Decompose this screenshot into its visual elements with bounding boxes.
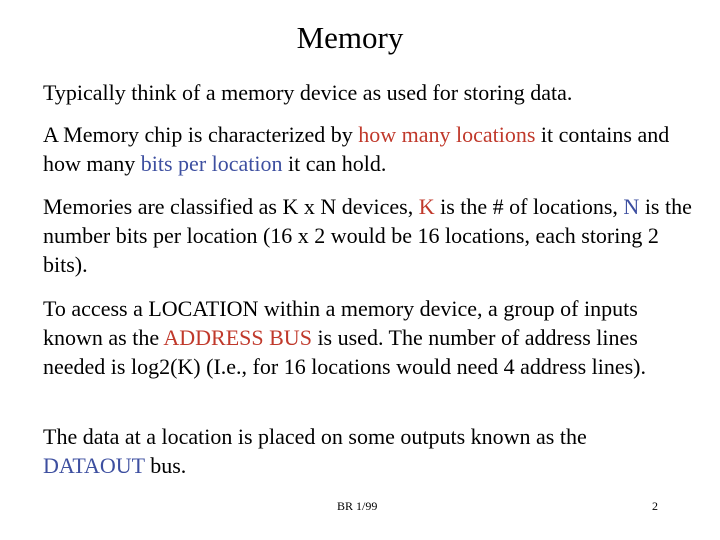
- highlight-dataout: DATAOUT: [43, 453, 145, 478]
- paragraph-dataout: [43, 422, 693, 480]
- paragraph-memory-intro: [43, 78, 693, 107]
- text-segment: it can hold.: [282, 151, 387, 176]
- paragraph-text: Typically think of a memory device as used for storing data.: [43, 80, 573, 105]
- paragraph-address-bus: [43, 294, 693, 381]
- slide-title: Memory: [296, 20, 404, 55]
- highlight-k: K: [418, 194, 435, 219]
- highlight-address-bus: ADDRESS BUS: [163, 325, 312, 350]
- text-segment: is the number bits per location (16 x 2 would be 16 locations, each storing 2 bits).: [43, 194, 692, 277]
- text-segment: To access a LOCATION within a memory device, a group of inputs known as the: [43, 296, 638, 350]
- highlight-n: N: [623, 194, 640, 219]
- highlight-bits-per-location: bits per location: [140, 151, 283, 176]
- text-segment: it contains and how many: [43, 122, 670, 176]
- text-segment: The data at a location is placed on some outputs known as the: [43, 424, 587, 449]
- highlight-how-many-locations: how many locations: [358, 122, 536, 147]
- text-segment: A Memory chip is characterized by: [43, 122, 359, 147]
- text-segment: is the # of locations,: [434, 194, 624, 219]
- text-segment: Memories are classified as K x N devices,: [43, 194, 419, 219]
- footer-author-date: BR 1/99: [337, 499, 378, 513]
- paragraph-k-x-n: [43, 192, 693, 279]
- page-number: 2: [652, 499, 658, 513]
- text-segment: bus.: [144, 453, 187, 478]
- paragraph-memory-chip: [43, 120, 693, 178]
- text-segment: is used. The number of address lines needed is log2(K) (I.e., for 16 locations would need 4 address lines).: [43, 325, 647, 379]
